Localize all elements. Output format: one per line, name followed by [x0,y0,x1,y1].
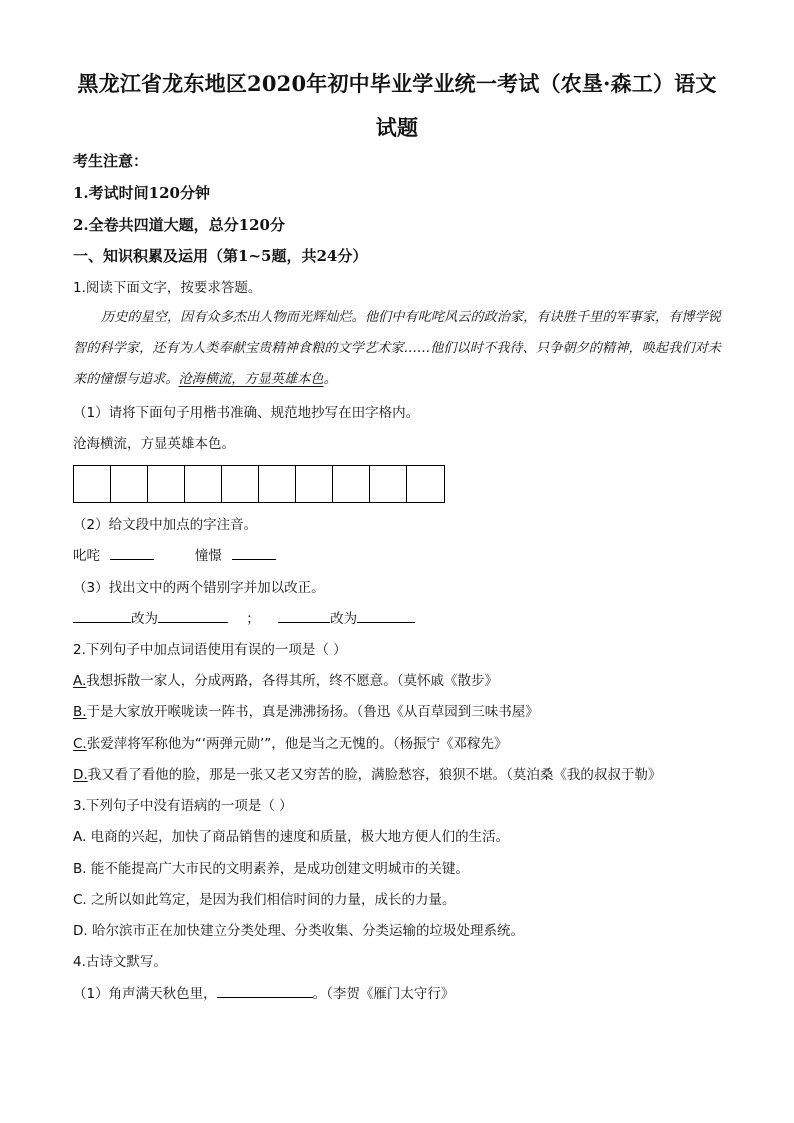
q4-prompt: 4.古诗文默写。 [73,954,167,970]
q1-sub1-sentence: 沧海横流，方显英雄本色。 [73,436,235,452]
q1-sub2-prompt: （2）给文段中加点的字注音。 [73,517,258,533]
grid-cell[interactable] [259,466,296,502]
q2-option-c[interactable]: C.张爱萍将军称他为“‘两弹元勋’”，他是当之无愧的。（杨振宁《邓稼先》 [73,736,508,752]
q3-option-c[interactable]: C. 之所以如此笃定，是因为我们相信时间的力量，成长的力量。 [73,892,456,908]
grid-cell[interactable] [148,466,185,502]
q1-sub1-prompt: （1）请将下面句子用楷书准确、规范地抄写在田字格内。 [73,405,420,421]
grid-cell[interactable] [111,466,148,502]
q1-prompt: 1.阅读下面文字，按要求答题。 [73,280,262,296]
q2-option-b[interactable]: B.于是大家放开喉咙读一阵书，真是沸沸扬扬。（鲁迅《从百草园到三味书屋》 [73,704,539,720]
grid-cell[interactable] [370,466,407,502]
q3-option-a[interactable]: A. 电商的兴起，加快了商品销售的速度和质量，极大地方便人们的生活。 [73,829,510,845]
section-1-heading: 一、知识积累及运用（第1~5题，共24分） [73,247,368,265]
q1-sub2-answers [73,544,276,564]
q1-sub3-prompt: （3）找出文中的两个错别字并加以改正。 [73,580,325,596]
notes-heading: 考生注意： [73,152,149,170]
q3-option-d[interactable]: D. 哈尔滨市正在加快建立分类处理、分类收集、分类运输的垃圾处理系统。 [73,923,524,939]
grid-cell[interactable] [222,466,259,502]
note-score: 2.全卷共四道大题，总分120分 [73,216,285,234]
passage-underlined: 沧海横流，方显英雄本色 [178,372,324,387]
exam-title-line2: 试题 [375,115,419,140]
grid-cell[interactable] [296,466,333,502]
q3-option-b[interactable]: B. 能不能提高广大市民的文明素养，是成功创建文明城市的关键。 [73,861,469,877]
q2-prompt: 2.下列句子中加点词语使用有误的一项是（ ） [73,642,347,658]
change-to-2: 改为 [330,611,358,627]
grid-cell[interactable] [333,466,370,502]
pinyin-blank-b[interactable] [232,559,276,560]
passage-main: 历史的星空，因有众多杰出人物而光辉灿烂。他们中有叱咤风云的政治家，有诀胜千里的军事家，有博学锐智的科学家，还有为人类奉献宝贵精神食粮的文学艺术家……他们以时不我待、只争朝夕的精神，唤起我们对未来的憧憬与追求。 [73,310,721,387]
poem-blank-1[interactable] [217,997,313,998]
q3-prompt: 3.下列句子中没有语病的一项是（ ） [73,798,293,814]
pinyin-blank-a[interactable] [110,559,154,560]
typo-blank-2[interactable] [278,622,330,623]
grid-cell[interactable] [74,466,111,502]
passage-end: 。 [323,372,337,387]
grid-cell[interactable] [185,466,222,502]
grid-cell[interactable] [407,466,444,502]
word-chongjing: 憧憬 [194,548,222,564]
q2-option-a[interactable]: A.我想拆散一家人，分成两路，各得其所，终不愿意。（莫怀戚《散步》 [73,673,499,689]
note-time: 1.考试时间120分钟 [73,184,210,202]
exam-title-line1: 黑龙江省龙东地区2020年初中毕业学业统一考试（农垦·森工）语文 [77,71,717,96]
correction-blank-2[interactable] [357,622,415,623]
tianzige-grid[interactable] [73,465,445,503]
typo-blank-1[interactable] [73,622,131,623]
change-to-1: 改为 [131,611,158,627]
separator: ； [246,611,260,627]
q4-sub1: （1）角声满天秋色里， 。（李贺《雁门太守行》 [73,986,455,1002]
q2-option-d[interactable]: D.我又看了看他的脸，那是一张又老又穷苦的脸，满脸愁容，狼狈不堪。（莫泊桑《我的叔叔于勒》 [73,767,662,783]
q1-passage [73,302,721,395]
correction-blank-1[interactable] [158,622,228,623]
q1-sub3-answers [73,607,415,627]
word-chizha: 叱咤 [73,548,100,564]
